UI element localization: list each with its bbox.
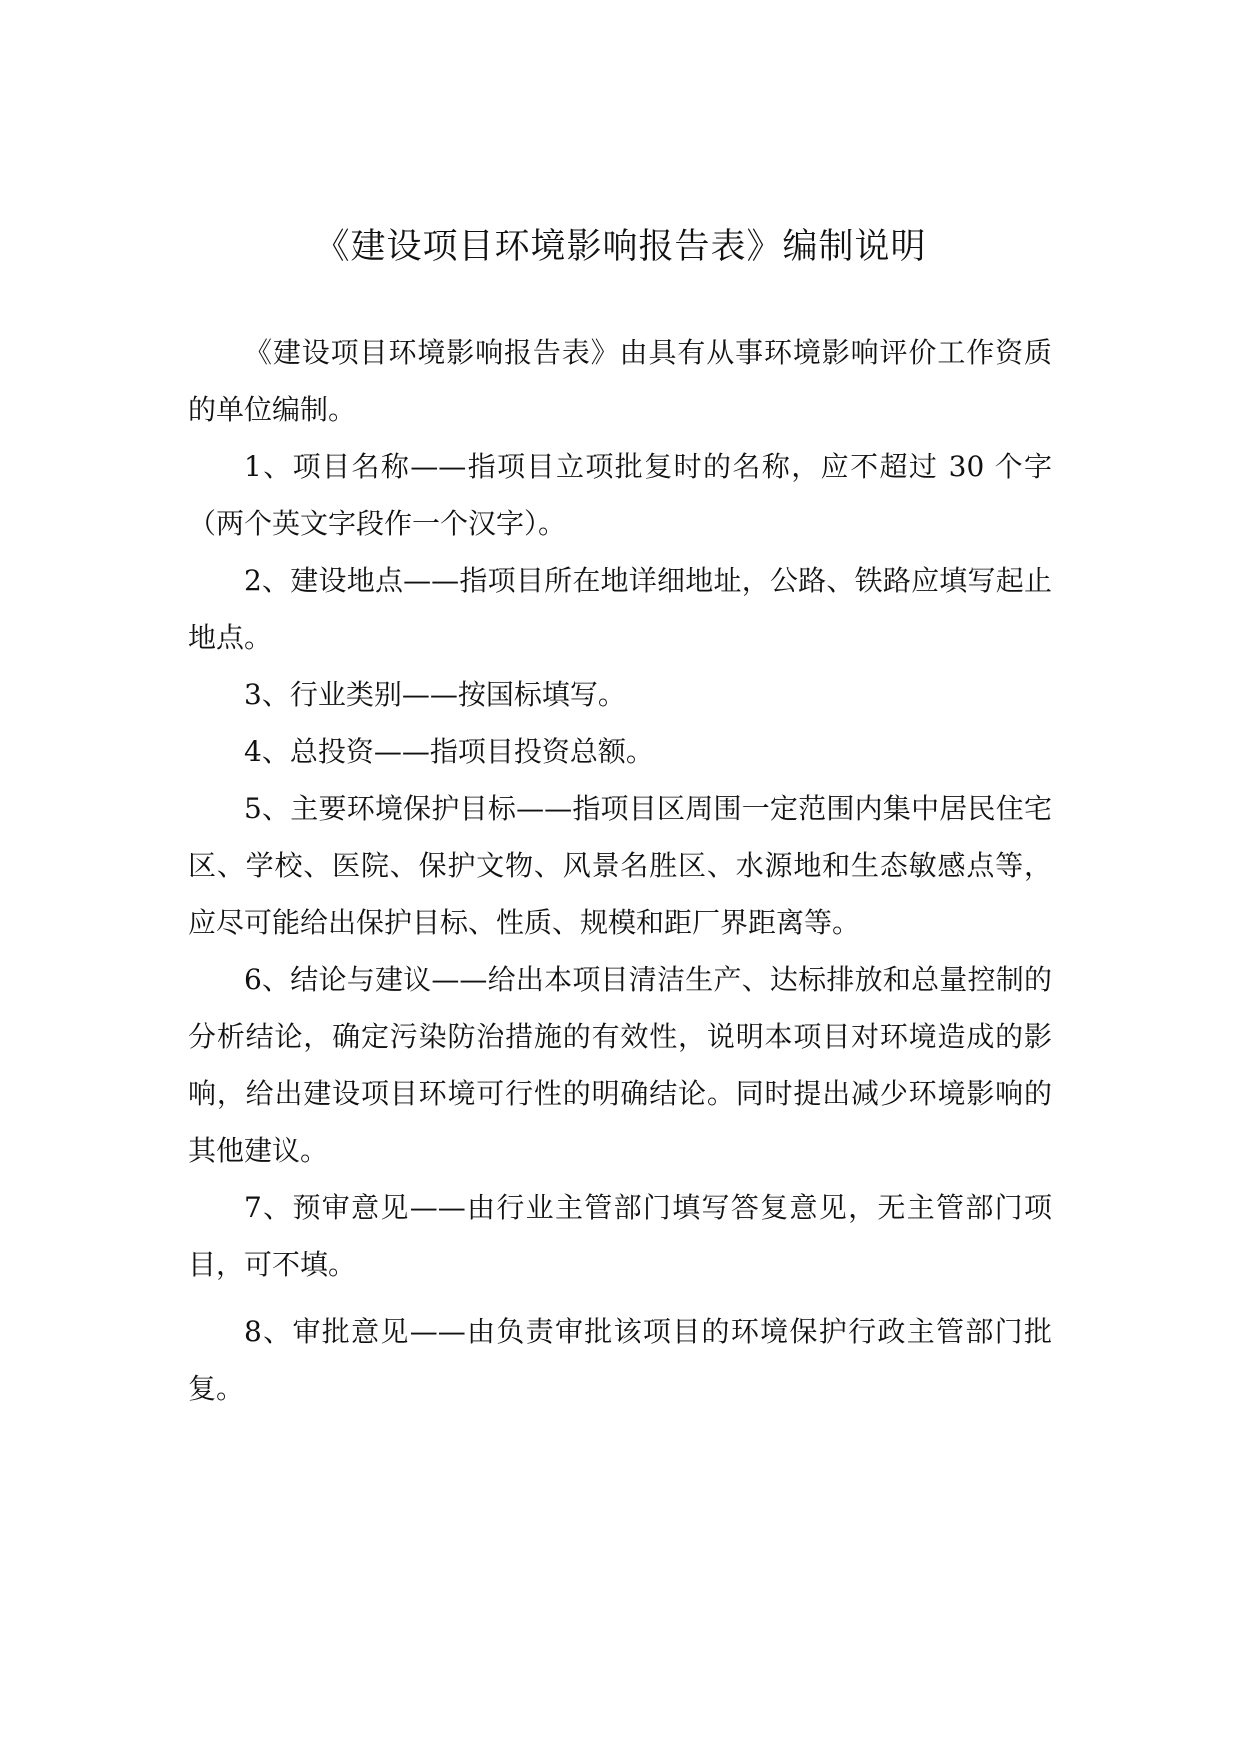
paragraph-item-5: 5、主要环境保护目标——指项目区周围一定范围内集中居民住宅区、学校、医院、保护文物、风景名胜区、水源地和生态敏感点等，应尽可能给出保护目标、性质、规模和距厂界距离等。 bbox=[188, 792, 1052, 939]
document-title: 《建设项目环境影响报告表》编制说明 bbox=[314, 227, 927, 267]
paragraph-item-7: 7、预审意见——由行业主管部门填写答复意见，无主管部门项目，可不填。 bbox=[188, 1191, 1052, 1281]
paragraph-item-2: 2、建设地点——指项目所在地详细地址，公路、铁路应填写起止地点。 bbox=[188, 564, 1052, 654]
document-body bbox=[188, 324, 1052, 1417]
paragraph-item-6: 6、结论与建议——给出本项目清洁生产、达标排放和总量控制的分析结论，确定污染防治措施的有效性，说明本项目对环境造成的影响，给出建设项目环境可行性的明确结论。同时提出减少环境影响的其他建议。 bbox=[188, 963, 1052, 1167]
paragraph-item-4: 4、总投资——指项目投资总额。 bbox=[244, 735, 654, 768]
paragraph-intro: 《建设项目环境影响报告表》由具有从事环境影响评价工作资质的单位编制。 bbox=[188, 336, 1052, 426]
paragraph-item-1: 1、项目名称——指项目立项批复时的名称，应不超过 30 个字（两个英文字段作一个汉字）。 bbox=[188, 450, 1052, 540]
paragraph-item-3: 3、行业类别——按国标填写。 bbox=[244, 678, 626, 711]
paragraph-item-8: 8、审批意见——由负责审批该项目的环境保护行政主管部门批复。 bbox=[188, 1315, 1052, 1405]
